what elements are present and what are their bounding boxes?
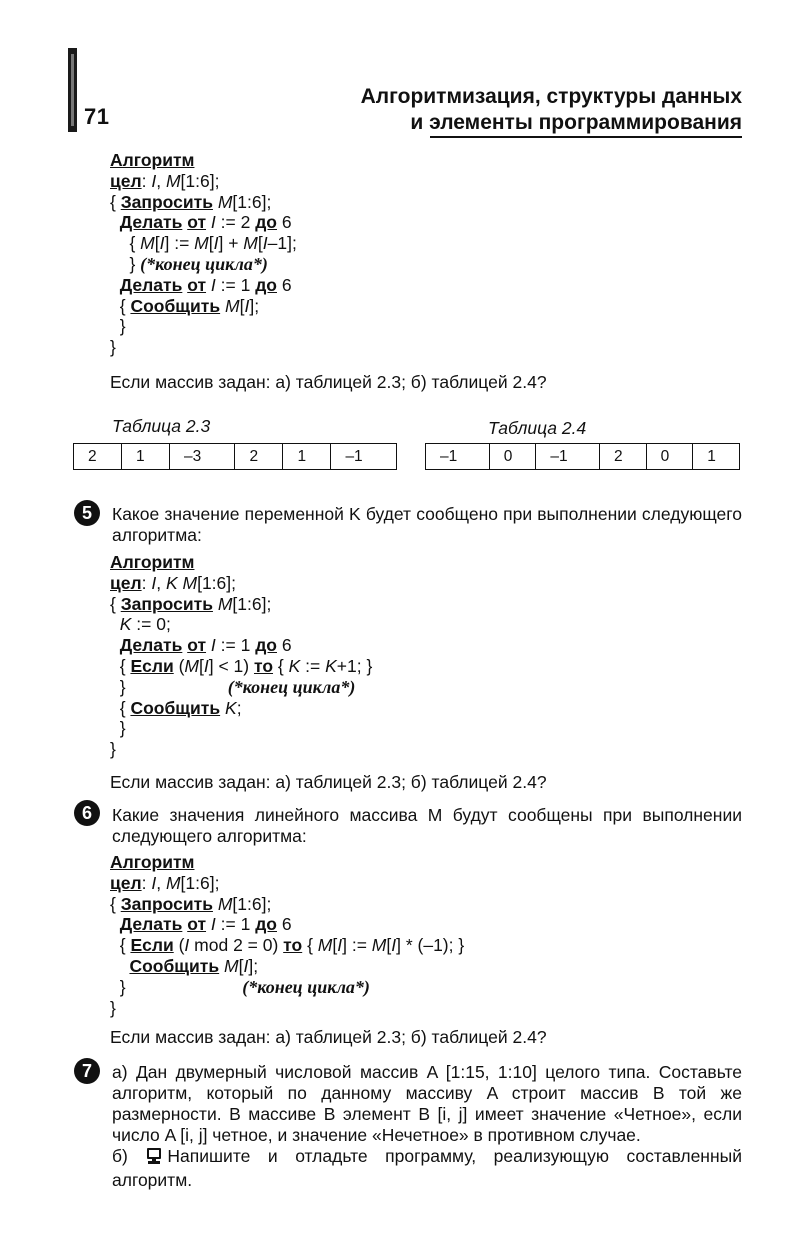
question-5-text: Какое значение переменной K будет сообщено при выполнении следующего алгоритма: [112,504,742,545]
table-2-4-caption: Таблица 2.4 [488,418,587,438]
table-cell: 1 [283,444,331,470]
table-cell: 0 [489,444,536,470]
page-edge-marker [68,48,77,132]
table-2-3 [73,443,397,470]
table-cell: 2 [600,444,647,470]
running-header [361,84,742,136]
table-cell: –3 [169,444,235,470]
table-2-4 [425,443,740,470]
question-6-text: Какие значения линейного массива M будут сообщены при выполнении следующего алгоритма: [112,805,742,846]
question-5-number: 5 [74,500,100,526]
question-7-text [112,1062,742,1191]
algorithm-1: Алгоритм цел: I, M[1:6]; { Запросить M[1:6]; Делать от I := 2 до 6 { M[I] := M[I] + M[I–1]; } (*конец цикла*) Делать от I := 1 до 6 { Сообщить M[I]; } } [110,150,297,358]
table-2-3-caption: Таблица 2.3 [112,416,211,436]
table-cell: –1 [331,444,397,470]
algorithm-2: Алгоритм цел: I, K M[1:6]; { Запросить M[1:6]; K := 0; Делать от I := 1 до 6 { Если (M[I] < 1) то { K := K+1; } } (*конец цикла*) { Сообщить K; } } [110,552,373,760]
question-line-1: Если массив задан: а) таблицей 2.3; б) таблицей 2.4? [110,372,547,392]
table-cell: –1 [536,444,600,470]
table-cell: 1 [121,444,169,470]
page-number: 71 [84,104,110,129]
table-cell: 2 [74,444,122,470]
table-cell: 1 [693,444,740,470]
question-7-part-b-label: б) [112,1146,128,1166]
question-7-part-b [112,1146,742,1191]
table-cell: 0 [646,444,693,470]
question-line-2: Если массив задан: а) таблицей 2.3; б) таблицей 2.4? [110,772,547,792]
running-header-line2: и элементы программирования [410,111,742,134]
question-7-number: 7 [74,1058,100,1084]
question-6-number: 6 [74,800,100,826]
running-header-line1: Алгоритмизация, структуры данных [360,85,742,108]
computer-icon [145,1147,163,1170]
table-cell: 2 [235,444,283,470]
algorithm-3: Алгоритм цел: I, M[1:6]; { Запросить M[1:6]; Делать от I := 1 до 6 { Если (I mod 2 = 0) то { M[I] := M[I] * (–1); } Сообщить M[I]; } (*конец цикла*) } [110,852,465,1018]
header-rule [430,136,742,138]
question-7-part-b-text: Напишите и отладьте программу, реализующую составленный алгоритм. [112,1146,742,1190]
table-cell: –1 [426,444,490,470]
question-7-part-a: а) Дан двумерный числовой массив A [1:15, 1:10] целого типа. Составьте алгоритм, который по данному массиву A строит массив B той же размерности. В массиве B элемент B [i, j] имеет значение «Четное», если число A [i, j] четное, и значение «Нечетное» в противном случае. [112,1062,742,1145]
question-line-3: Если массив задан: а) таблицей 2.3; б) таблицей 2.4? [110,1027,547,1047]
